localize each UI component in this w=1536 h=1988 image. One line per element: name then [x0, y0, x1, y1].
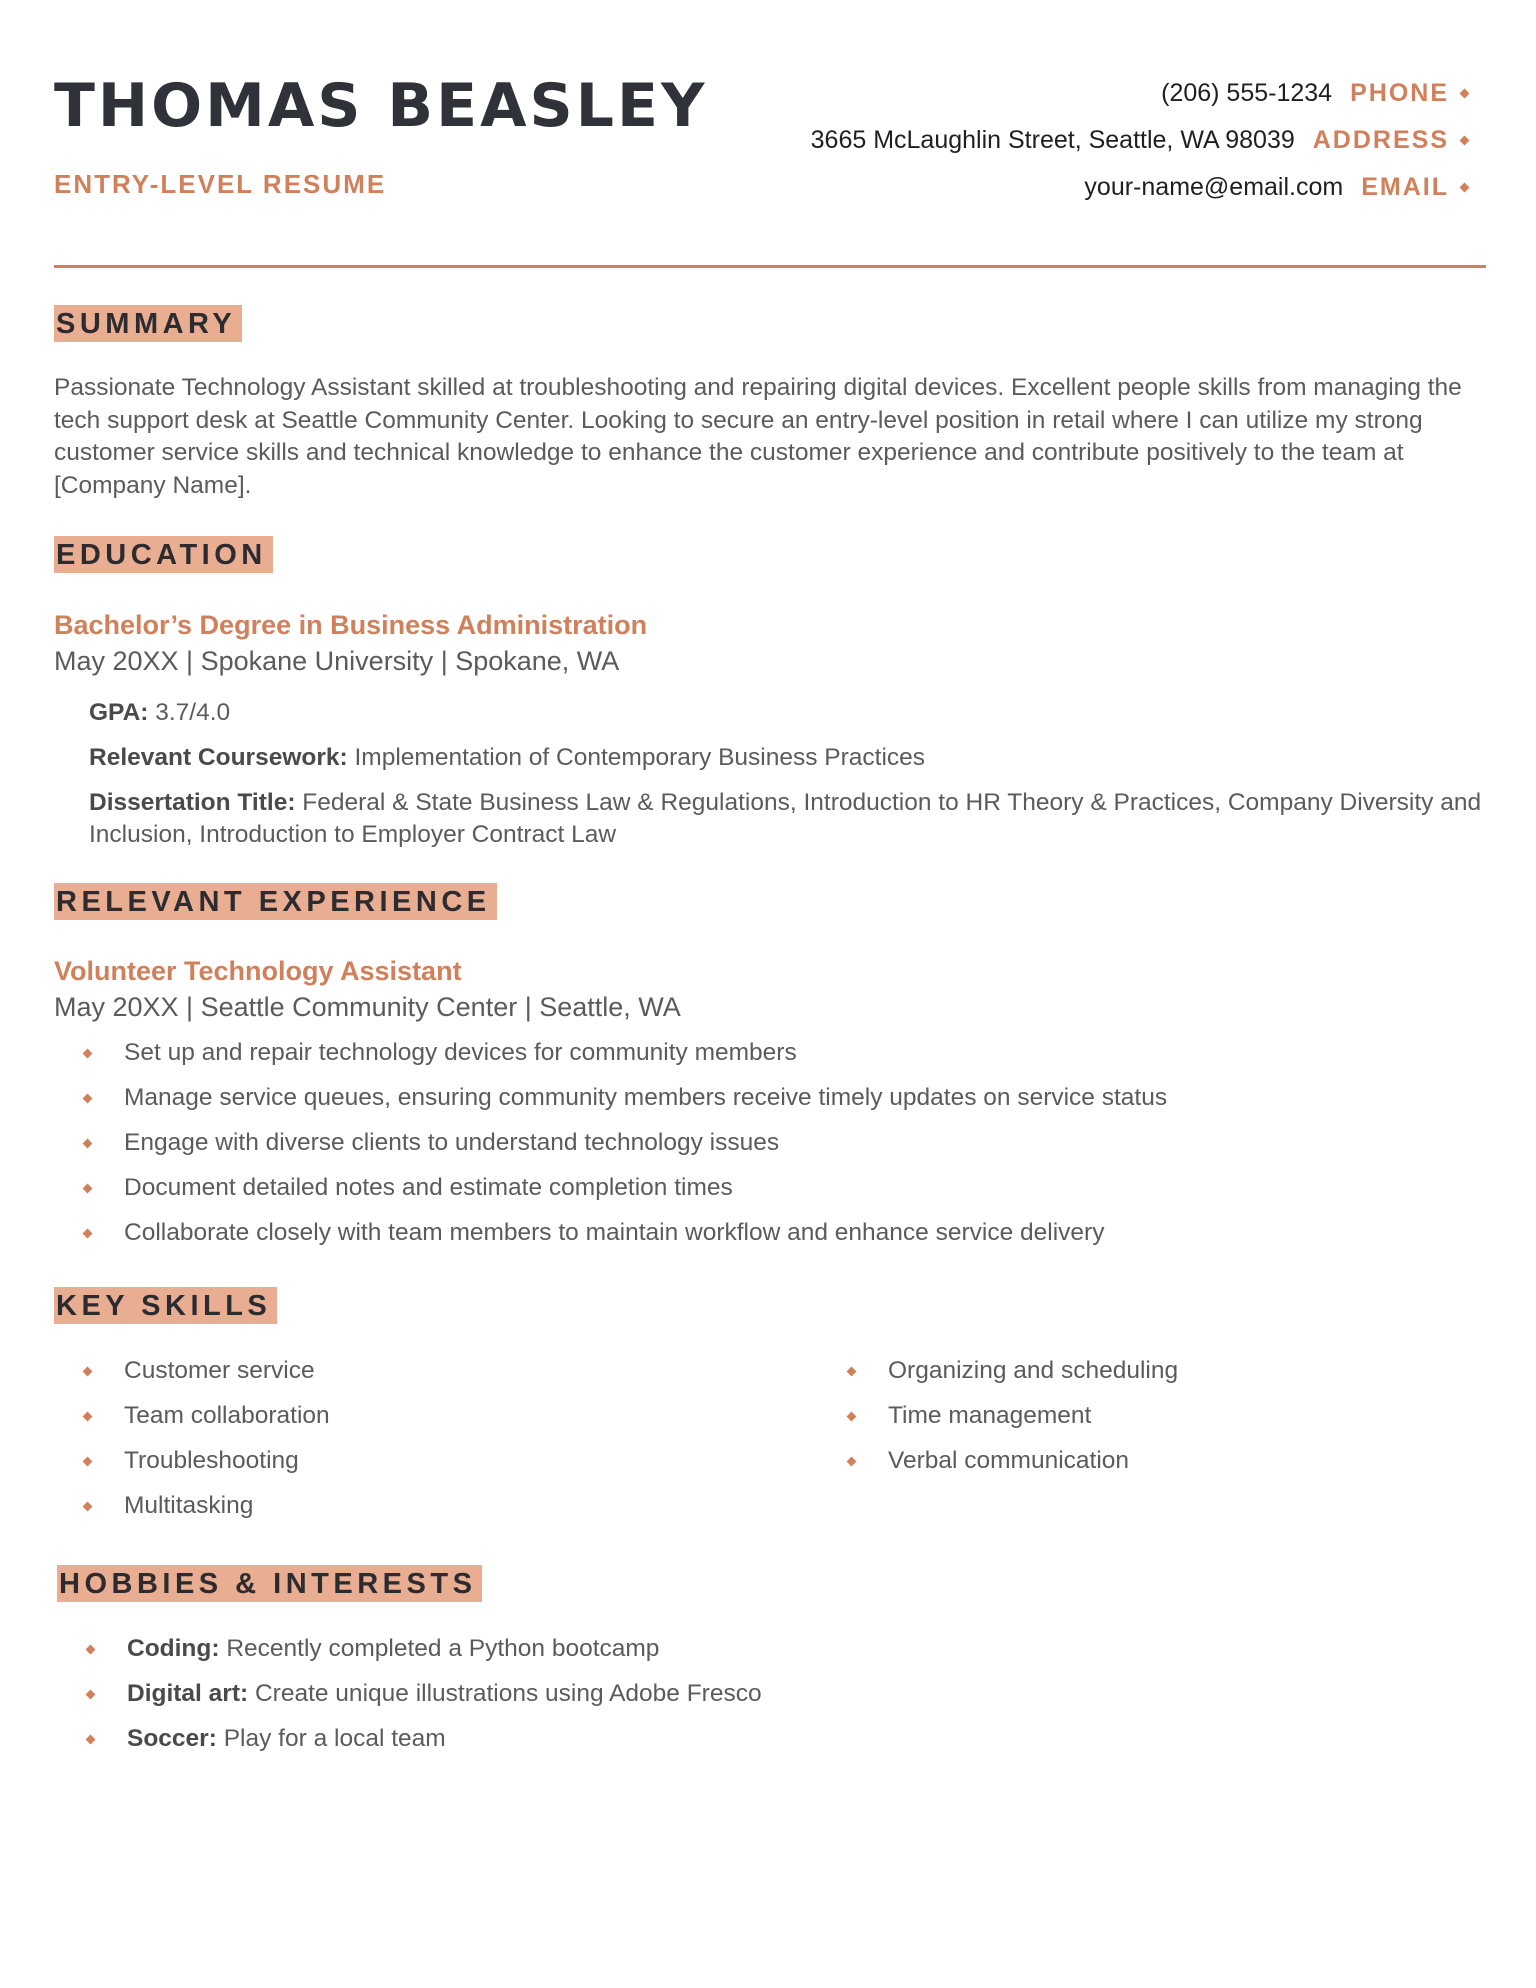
- diamond-icon: [83, 1502, 93, 1512]
- list-item: Document detailed notes and estimate completion times: [54, 1172, 1486, 1204]
- diamond-icon: [1460, 183, 1470, 193]
- list-item: Time management: [818, 1400, 1486, 1432]
- detail-value: Federal & State Business Law & Regulations, Introduction to HR Theory & Practices, Company Diversity and Inclusion, Introduction to Employer Contract Law: [89, 789, 1482, 848]
- hobbies-list: [57, 1633, 1486, 1755]
- education-heading: EDUCATION: [54, 536, 273, 573]
- diamond-icon: [83, 1412, 93, 1422]
- header-divider: [54, 265, 1486, 268]
- detail-value: Implementation of Contemporary Business Practices: [354, 744, 926, 771]
- email-label: EMAIL: [1361, 173, 1449, 201]
- diamond-icon: [86, 1690, 96, 1700]
- experience-bullets: [54, 1037, 1486, 1249]
- resume-content: [54, 305, 1486, 1768]
- list-item: Team collaboration: [54, 1400, 818, 1432]
- degree-title: Bachelor’s Degree in Business Administration: [54, 610, 648, 640]
- list-item: Multitasking: [54, 1490, 818, 1522]
- education-section: [54, 536, 1486, 851]
- list-item: Customer service: [54, 1355, 818, 1387]
- summary-heading: SUMMARY: [54, 305, 242, 342]
- detail-label: Dissertation Title:: [89, 789, 296, 816]
- address-label: ADDRESS: [1312, 126, 1449, 154]
- list-item: Coding: Recently completed a Python bootcamp: [57, 1633, 1486, 1665]
- contact-phone: [568, 70, 1468, 117]
- diamond-icon: [83, 1184, 93, 1194]
- detail-value: 3.7/4.0: [155, 699, 231, 726]
- summary-text: Passionate Technology Assistant skilled at troubleshooting and repairing digital devices. Excellent people skills from managing the tech support desk at Seattle Community Center. Looking to secure an entry-level position in retail where I can utilize my strong customer service skills and technical knowledge to enhance the customer experience and contribute positively to the team at [Company Name].: [54, 374, 1462, 499]
- diamond-icon: [847, 1412, 857, 1422]
- list-item: Troubleshooting: [54, 1445, 818, 1477]
- diamond-icon: [847, 1457, 857, 1467]
- skills-right-column: [818, 1355, 1486, 1535]
- experience-meta: May 20XX | Seattle Community Center | Seattle, WA: [54, 992, 681, 1022]
- list-item: Digital art: Create unique illustrations using Adobe Fresco: [57, 1678, 1486, 1710]
- diamond-icon: [1460, 89, 1470, 99]
- list-item: Organizing and scheduling: [818, 1355, 1486, 1387]
- skills-section: [54, 1287, 1486, 1535]
- list-item: Manage service queues, ensuring community members receive timely updates on service status: [54, 1082, 1486, 1114]
- list-item: Set up and repair technology devices for community members: [54, 1037, 1486, 1069]
- skills-heading: KEY SKILLS: [54, 1287, 277, 1324]
- detail-label: GPA:: [89, 699, 149, 726]
- diamond-icon: [83, 1367, 93, 1377]
- skills-grid: [54, 1355, 1486, 1535]
- diamond-icon: [1460, 136, 1470, 146]
- diamond-icon: [83, 1139, 93, 1149]
- diamond-icon: [86, 1645, 96, 1655]
- summary-section: [54, 305, 1486, 502]
- experience-section: [54, 883, 1486, 1249]
- hobbies-section: [54, 1565, 1486, 1755]
- education-detail: [89, 697, 1486, 729]
- list-item: Soccer: Play for a local team: [57, 1723, 1486, 1755]
- contact-email: [568, 164, 1468, 211]
- diamond-icon: [83, 1094, 93, 1104]
- hobbies-heading: HOBBIES & INTERESTS: [57, 1565, 482, 1602]
- diamond-icon: [83, 1049, 93, 1059]
- address-value: 3665 McLaughlin Street, Seattle, WA 98039: [810, 126, 1295, 154]
- phone-label: PHONE: [1350, 79, 1449, 107]
- contact-block: [568, 70, 1468, 211]
- list-item: Engage with diverse clients to understand technology issues: [54, 1127, 1486, 1159]
- diamond-icon: [83, 1229, 93, 1239]
- skills-left-column: [54, 1355, 818, 1535]
- experience-heading: RELEVANT EXPERIENCE: [54, 883, 497, 920]
- job-title: Volunteer Technology Assistant: [54, 956, 462, 986]
- candidate-name: THOMAS BEASLEY: [54, 71, 708, 141]
- diamond-icon: [86, 1735, 96, 1745]
- list-item: Collaborate closely with team members to maintain workflow and enhance service delivery: [54, 1217, 1486, 1249]
- education-detail: [89, 742, 1486, 774]
- education-meta: May 20XX | Spokane University | Spokane, WA: [54, 646, 620, 676]
- resume-subtitle: ENTRY-LEVEL RESUME: [54, 169, 387, 199]
- education-detail: [89, 787, 1486, 851]
- diamond-icon: [83, 1457, 93, 1467]
- email-value: your-name@email.com: [1084, 173, 1344, 201]
- contact-address: [568, 117, 1468, 164]
- list-item: Verbal communication: [818, 1445, 1486, 1477]
- diamond-icon: [847, 1367, 857, 1377]
- phone-value: (206) 555-1234: [1161, 79, 1333, 107]
- detail-label: Relevant Coursework:: [89, 744, 348, 771]
